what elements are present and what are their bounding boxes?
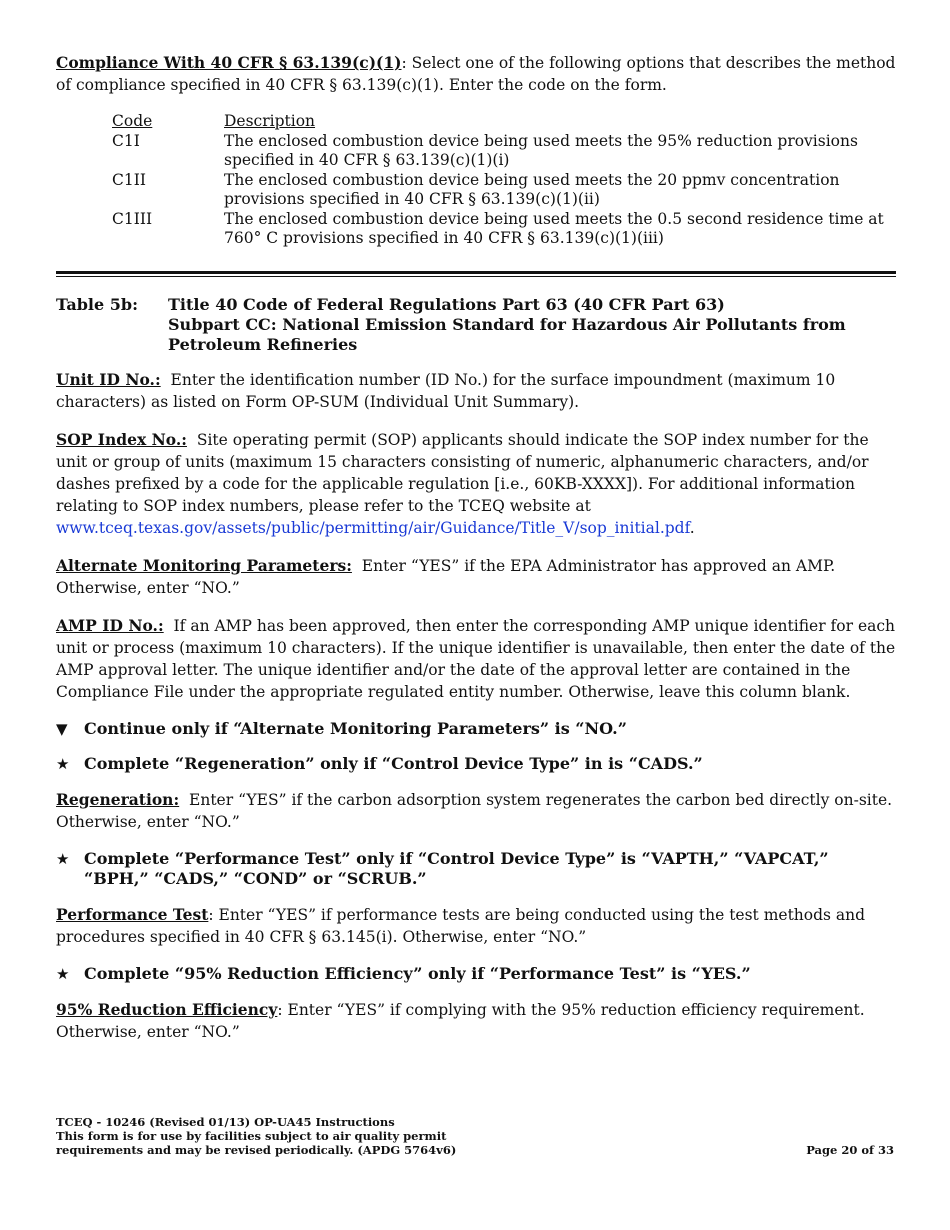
description-column-header: Description [224,112,316,130]
compliance-heading: Compliance With 40 CFR § 63.139(c)(1) [56,53,402,72]
regeneration-text: Enter “YES” if the carbon adsorption system regenerates the carbon bed directly on-site. Otherwise, enter “NO.” [56,790,893,831]
unit-id-paragraph [56,369,896,413]
amp-id-text: If an AMP has been approved, then enter the corresponding AMP unique identifier for each unit or process (maximum 10 characters). If the unique identifier is unavailable, then enter the date of the AMP approval letter. The unique identifier and/or the date of the approval letter are contained in the Compliance File under the appropriate regulated entity number. Otherwise, leave this column blank. [56,616,896,701]
amp-parameters-paragraph [56,555,896,599]
page-footer [56,1115,894,1157]
reduction-efficiency-paragraph [56,999,896,1043]
sop-index-heading: SOP Index No.: [56,429,187,449]
performance-test-instruction [56,849,896,889]
star-icon: ★ [56,849,70,868]
regeneration-paragraph [56,789,896,833]
continue-instruction [56,719,896,739]
performance-test-paragraph [56,904,896,948]
continue-instruction-text: Continue only if “Alternate Monitoring Parameters” is “NO.” [84,718,627,738]
star-icon: ★ [56,754,70,773]
sop-guidance-link[interactable]: www.tceq.texas.gov/assets/public/permitting/air/Guidance/Title_V/sop_initial.pdf [56,518,690,537]
star-icon: ★ [56,964,70,983]
section-divider [56,271,896,277]
performance-test-instruction-text: Complete “Performance Test” only if “Control Device Type” is “VAPTH,” “VAPCAT,” “BPH,” “CADS,” “COND” or “SCRUB.” [84,848,829,888]
page-number: Page 20 of 33 [806,1143,894,1157]
footer-notice-line-1: This form is for use by facilities subject to air quality permit [56,1129,447,1143]
triangle-down-icon: ▼ [56,719,68,738]
table-row-description: The enclosed combustion device being used meets the 0.5 second residence time at 760° C provisions specified in 40 CFR § 63.139(c)(1)(iii) [224,209,884,247]
table-row-code: C1I [112,131,140,150]
footer-notice-line-2: requirements and may be revised periodically. (APDG 5764v6) [56,1143,457,1157]
regeneration-heading: Regeneration: [56,789,180,809]
regeneration-instruction [56,754,896,774]
amp-parameters-text: Enter “YES” if the EPA Administrator has approved an AMP. Otherwise, enter “NO.” [56,556,836,597]
sop-link-period: . [689,518,695,537]
table-row-code: C1III [112,209,153,228]
reduction-efficiency-heading: 95% Reduction Efficiency [56,999,278,1019]
unit-id-text: Enter the identification number (ID No.) for the surface impoundment (maximum 10 characters) as listed on Form OP-SUM (Individual Unit Summary). [56,370,836,411]
sop-index-paragraph [56,429,896,539]
table-title: Title 40 Code of Federal Regulations Part 63 (40 CFR Part 63) [168,294,725,314]
code-column-header: Code [112,112,153,130]
regeneration-instruction-text: Complete “Regeneration” only if “Control Device Type” in is “CADS.” [84,753,703,773]
amp-parameters-heading: Alternate Monitoring Parameters: [56,555,352,575]
performance-test-heading: Performance Test [56,904,209,924]
footer-form-id: TCEQ - 10246 (Revised 01/13) OP-UA45 Instructions [56,1115,395,1129]
sop-index-text: Site operating permit (SOP) applicants should indicate the SOP index number for the unit or group of units (maximum 15 characters consisting of numeric, alphanumeric characters, and/or dashes prefixed by a code for the applicable regulation [i.e., 60KB-XXXX]). For additional information relating to SOP index numbers, please refer to the TCEQ website at [56,430,869,515]
table-5b-heading [56,295,896,355]
table-title-block [168,295,896,355]
compliance-paragraph [56,52,896,96]
reduction-efficiency-text: : Enter “YES” if complying with the 95% reduction efficiency requirement. Otherwise, enter “NO.” [56,1000,865,1041]
unit-id-heading: Unit ID No.: [56,369,161,389]
table-label: Table 5b: [56,294,138,314]
table-row-description: The enclosed combustion device being used meets the 95% reduction provisions specified in 40 CFR § 63.139(c)(1)(i) [224,131,858,169]
amp-id-heading: AMP ID No.: [56,615,164,635]
document-page [56,52,896,1059]
compliance-code-table [112,112,896,249]
reduction-efficiency-instruction-text: Complete “95% Reduction Efficiency” only if “Performance Test” is “YES.” [84,963,751,983]
amp-id-paragraph [56,615,896,703]
table-subtitle: Subpart CC: National Emission Standard for Hazardous Air Pollutants from Petroleum Refineries [168,314,846,354]
table-row-description: The enclosed combustion device being used meets the 20 ppmv concentration provisions specified in 40 CFR § 63.139(c)(1)(ii) [224,170,840,208]
performance-test-text: : Enter “YES” if performance tests are being conducted using the test methods and procedures specified in 40 CFR § 63.145(i). Otherwise, enter “NO.” [56,905,866,946]
table-row-code: C1II [112,170,146,189]
reduction-efficiency-instruction [56,964,896,984]
compliance-text: : Select one of the following options that describes the method of compliance specified in 40 CFR § 63.139(c)(1). Enter the code on the form. [56,54,896,94]
